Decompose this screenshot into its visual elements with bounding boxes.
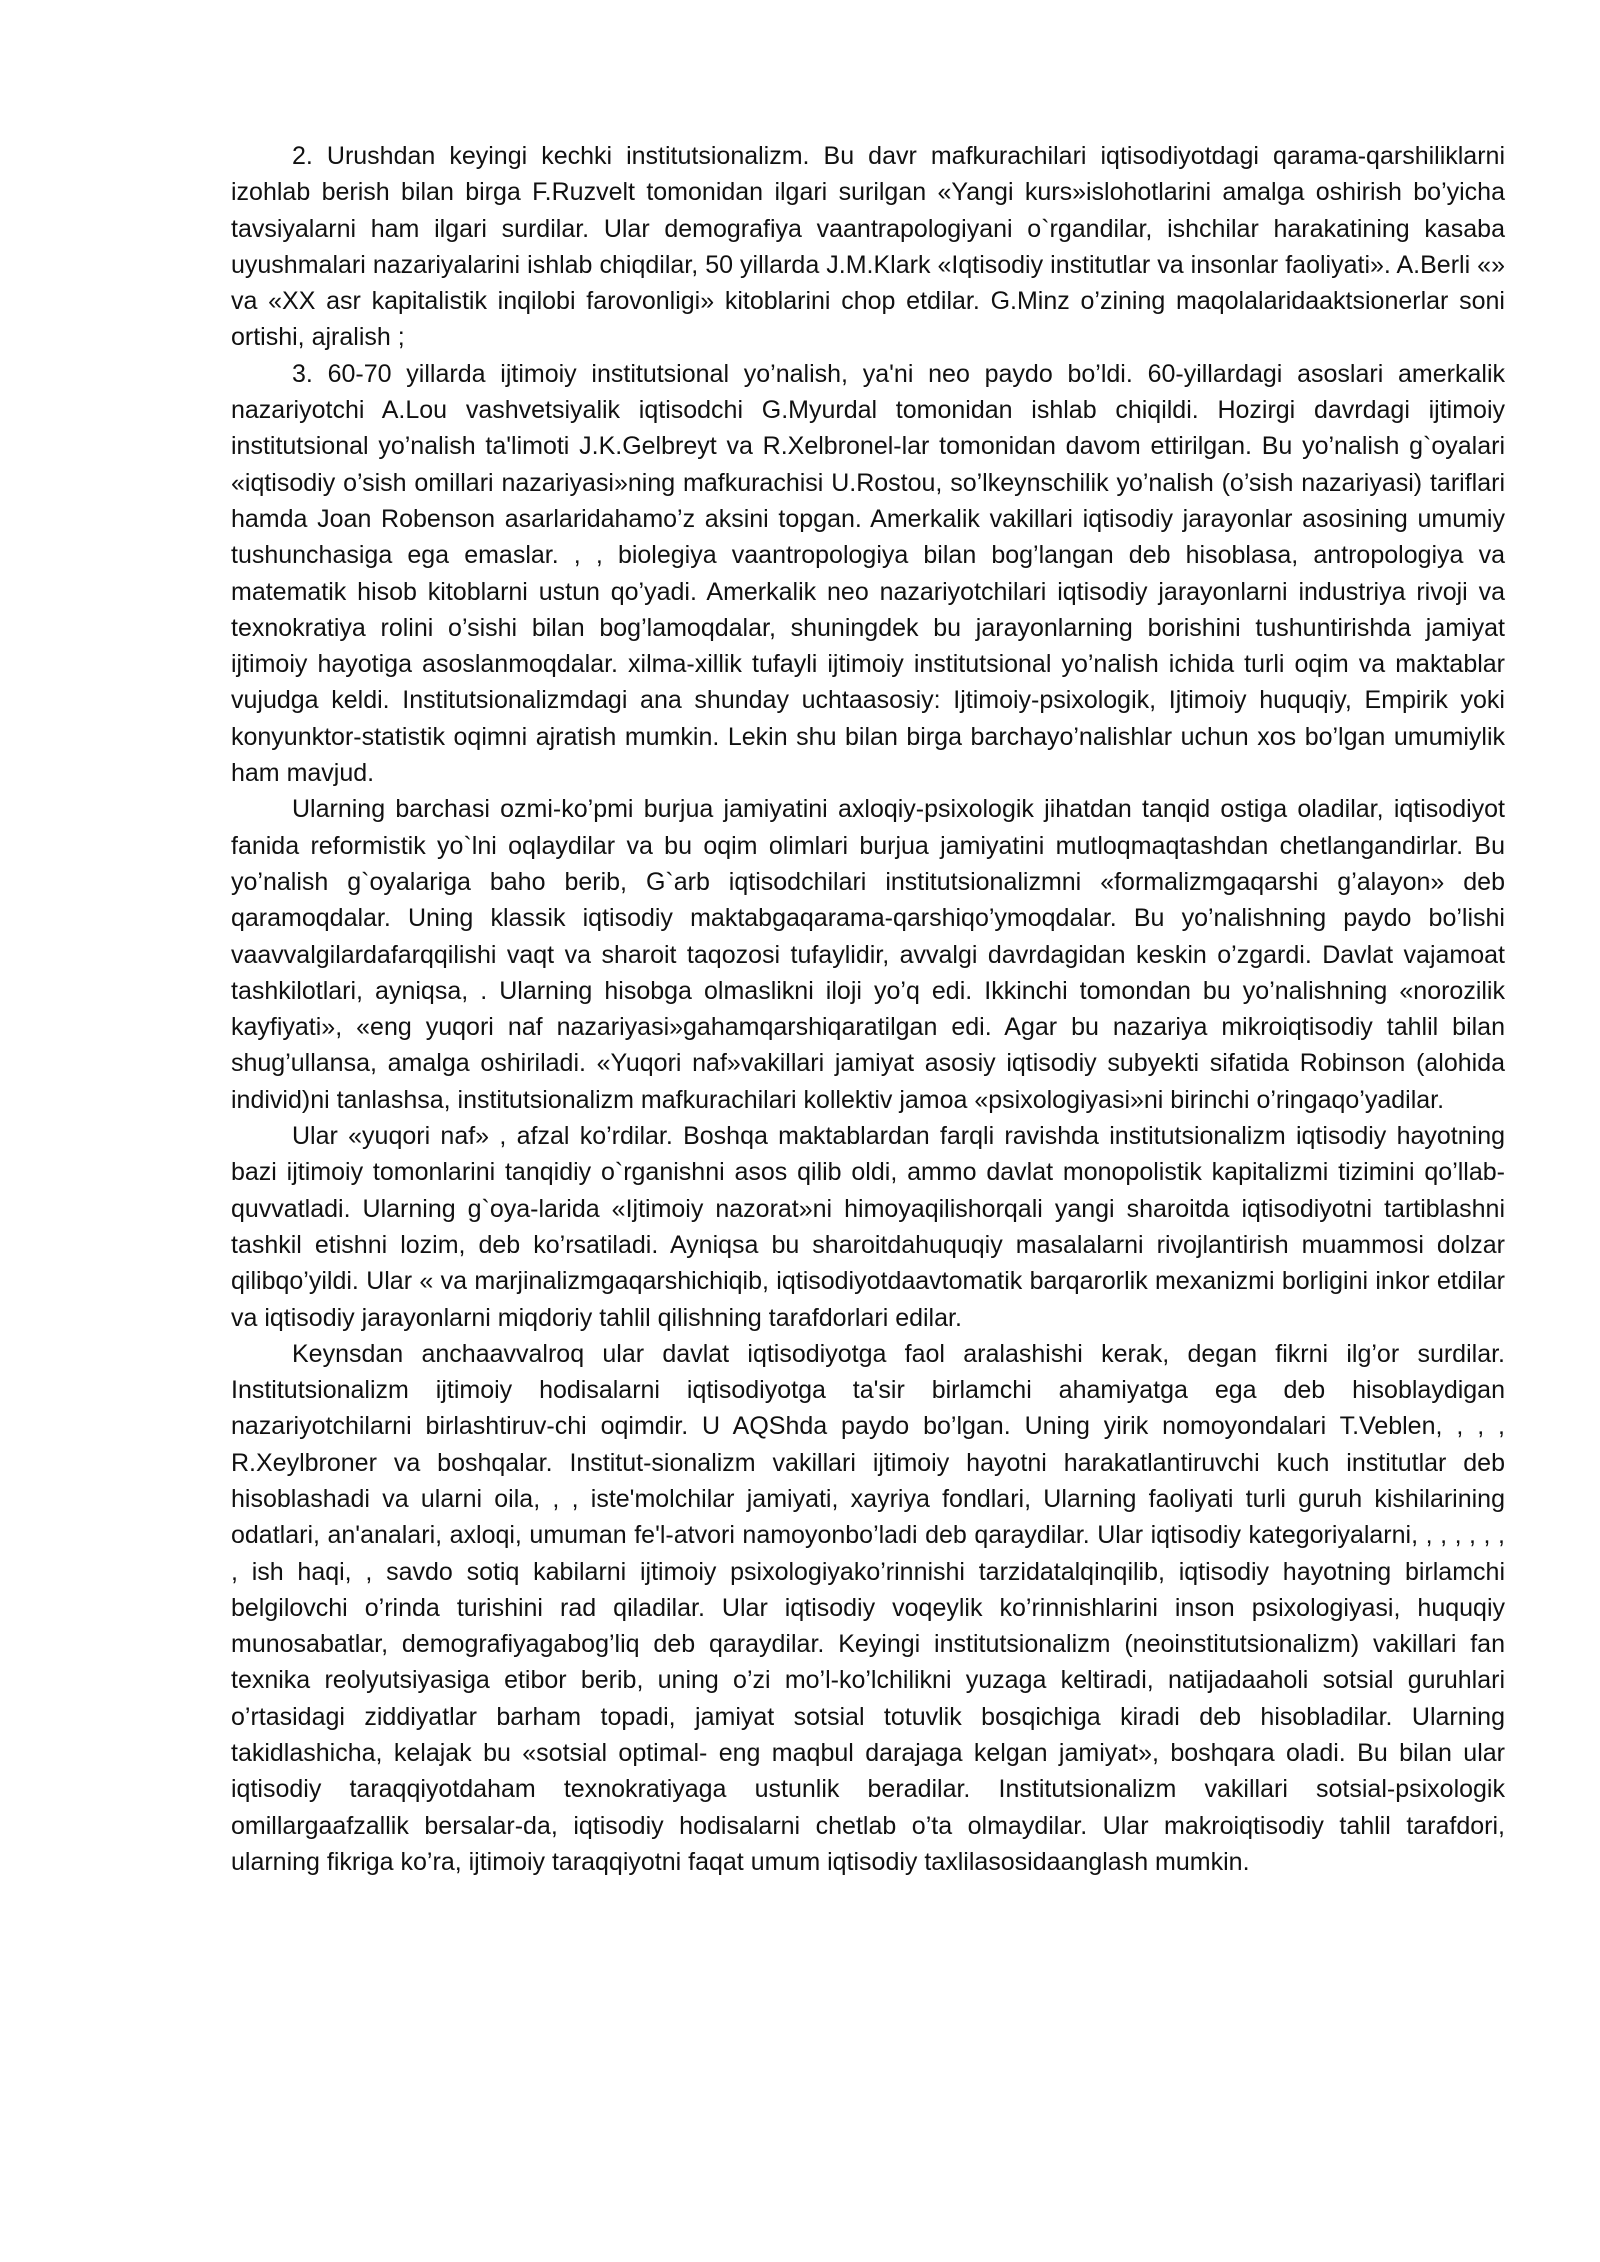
paragraph-late-institutionalism: 2. Urushdan keyingi kechki institutsionalizm. Bu davr mafkurachilari iqtisodiyotdagi qarama-qarshiliklarni izohlab berish bilan birga F.Ruzvelt tomonidan ilgari surilgan «Yangi kurs»islohotlarini amalga oshirish bo’yicha tavsiyalarni ham ilgari surdilar. Ular demografiya vaantrapologiyani o`rgandilar, ishchilar harakatining kasaba uyushmalari nazariyalarini ishlab chiqdilar, 50 yillarda J.M.Klark «Iqtisodiy institutlar va insonlar faoliyati». A.Berli «» va «XX asr kapitalistik inqilobi farovonligi» kitoblarini chop etdilar. G.Minz o’zining maqolalaridaaktsionerlar soni ortishi, ajralish ; (231, 142, 1505, 352)
paragraph-yuqori-naf: Ular «yuqori naf» , afzal ko’rdilar. Boshqa maktablardan farqli ravishda institutsionalizm iqtisodiy hayotning bazi ijtimoiy tomonlarini tanqidiy o`rganishni asos qilib oldi, ammo davlat monopolistik kapitalizmi tizimini qo’llab-quvvatladi. Ularning g`oya-larida «Ijtimoiy nazorat»ni himoyaqilishorqali yangi sharoitda iqtisodiyotni tartiblashni tashkil etishni lozim, deb ko’rsatiladi. Ayniqsa bu sharoitdahuquqiy masalalarni rivojlantirish muammosi dolzar qilibqo’yildi. Ular « va marjinalizmgaqarshichiqib, iqtisodiyotdaavtomatik barqarorlik mexanizmi borligini inkor etdilar va iqtisodiy jarayonlarni miqdoriy tahlil qilishning tarafdorlari edilar. (231, 1122, 1505, 1332)
paragraph-bourgeois-critique: Ularning barchasi ozmi-ko’pmi burjua jamiyatini axloqiy-psixologik jihatdan tanqid ostiga oladilar, iqtisodiyot fanida reformistik yo`lni oqlaydilar va bu oqim olimlari burjua jamiyatini mutloqmaqtashdan chetlangandirlar. Bu yo’nalish g`oyalariga baho berib, G`arb iqtisodchilari institutsionalizmni «formalizmgaqarshi g’alayon» deb qaramoqdalar. Uning klassik iqtisodiy maktabgaqarama-qarshiqo’ymoqdalar. Bu yo’nalishning paydo bo’lishi vaavvalgilardafarqqilishi vaqt va sharoit taqozosi tufaylidir, avvalgi davrdagidan keskin o’zgardi. Davlat vajamoat tashkilotlari, ayniqsa, . Ularning hisobga olmaslikni iloji yo’q edi. Ikkinchi tomondan bu yo’nalishning «norozilik kayfiyati», «eng yuqori naf nazariyasi»gahamqarshiqaratilgan edi. Agar bu nazariya mikroiqtisodiy tahlil bilan shug’ullansa, amalga oshiriladi. «Yuqori naf»vakillari jamiyat asosiy iqtisodiy subyekti sifatida Robinson (alohida individ)ni tanlashsa, institutsionalizm mafkurachilari kollektiv jamoa «psixologiyasi»ni birinchi o’ringaqo’yadilar. (231, 795, 1505, 1114)
document-page (231, 138, 1505, 1880)
paragraph-keynes-institutionalism: Keynsdan anchaavvalroq ular davlat iqtisodiyotga faol aralashishi kerak, degan fikrni ilg’or surdilar. Institutsionalizm ijtimoiy hodisalarni iqtisodiyotga ta'sir birlamchi ahamiyatga ega deb hisoblaydigan nazariyotchilarni birlashtiruv-chi oqimdir. U AQShda paydo bo’lgan. Uning yirik nomoyondalari T.Veblen, , , , R.Xeylbroner va boshqalar. Institut-sionalizm vakillari ijtimoiy hayotni harakatlantiruvchi kuch institutlar deb hisoblashadi va ularni oila, , , iste'molchilar jamiyati, xayriya fondlari, Ularning faoliyati turli guruh kishilarining odatlari, an'analari, axloqi, umuman fe'l-atvori namoyonbo’ladi deb qaraydilar. Ular iqtisodiy kategoriyalarni, , , , , , , , ish haqi, , savdo sotiq kabilarni ijtimoiy psixologiyako’rinnishi tarzidatalqinqilib, iqtisodiy hayotning birlamchi belgilovchi o’rinda turishini rad qiladilar. Ular iqtisodiy voqeylik ko’rinnishlarini inson psixologiyasi, huquqiy munosabatlar, demografiyagabog’liq deb qaraydilar. Keyingi institutsionalizm (neoinstitutsionalizm) vakillari fan texnika reolyutsiyasiga etibor berib, uning o’zi mo’l-ko’lchilikni yuzaga keltiradi, natijadaaholi sotsial guruhlari o’rtasidagi ziddiyatlar barham topadi, jamiyat sotsial totuvlik bosqichiga kiradi deb hisobladilar. Ularning takidlashicha, kelajak bu «sotsial optimal- eng maqbul darajaga kelgan jamiyat», boshqara oladi. Bu bilan ular iqtisodiy taraqqiyotdaham texnokratiyaga ustunlik beradilar. Institutsionalizm vakillari sotsial-psixologik omillargaafzallik bersalar-da, iqtisodiy hodisalarni chetlab o’ta olmaydilar. Ular makroiqtisodiy tahlil tarafdori, ularning fikriga ko’ra, ijtimoiy taraqqiyotni faqat umum iqtisodiy taxlilasosidaanglash mumkin. (231, 1339, 1505, 1876)
paragraph-social-institutional-direction: 3. 60-70 yillarda ijtimoiy institutsional yo’nalish, ya'ni neo paydo bo’ldi. 60-yillardagi asoslari amerkalik nazariyotchi A.Lou vashvetsiyalik iqtisodchi G.Myurdal tomonidan ishlab chiqildi. Hozirgi davrdagi ijtimoiy institutsional yo’nalish ta'limoti J.K.Gelbreyt va R.Xelbronel-lar tomonidan davom ettirilgan. Bu yo’nalish g`oyalari «iqtisodiy o’sish omillari nazariyasi»ning mafkurachisi U.Rostou, so’lkeynschilik yo’nalish (o’sish nazariyasi) tariflari hamda Joan Robenson asarlaridahamo’z aksini topgan. Amerkalik vakillari iqtisodiy jarayonlar asosining umumiy tushunchasiga ega emaslar. , , biolegiya vaantropologiya bilan bog’langan deb hisoblasa, antropologiya va matematik hisob kitoblarni ustun qo’yadi. Amerkalik neo nazariyotchilari iqtisodiy jarayonlarni industriya rivoji va texnokratiya rolini o’sishi bilan bog’lamoqdalar, shuningdek bu jarayonlarning borishini tushuntirishda jamiyat ijtimoiy hayotiga asoslanmoqdalar. xilma-xillik tufayli ijtimoiy institutsional yo’nalish ichida turli oqim va maktablar vujudga keldi. Institutsionalizmdagi ana shunday uchtaasosiy: Ijtimoiy-psixologik, Ijtimoiy huquqiy, Empirik yoki konyunktor-statistik oqimni ajratish mumkin. Lekin shu bilan birga barchayo’nalishlar uchun xos bo’lgan umumiylik ham mavjud. (231, 359, 1505, 788)
